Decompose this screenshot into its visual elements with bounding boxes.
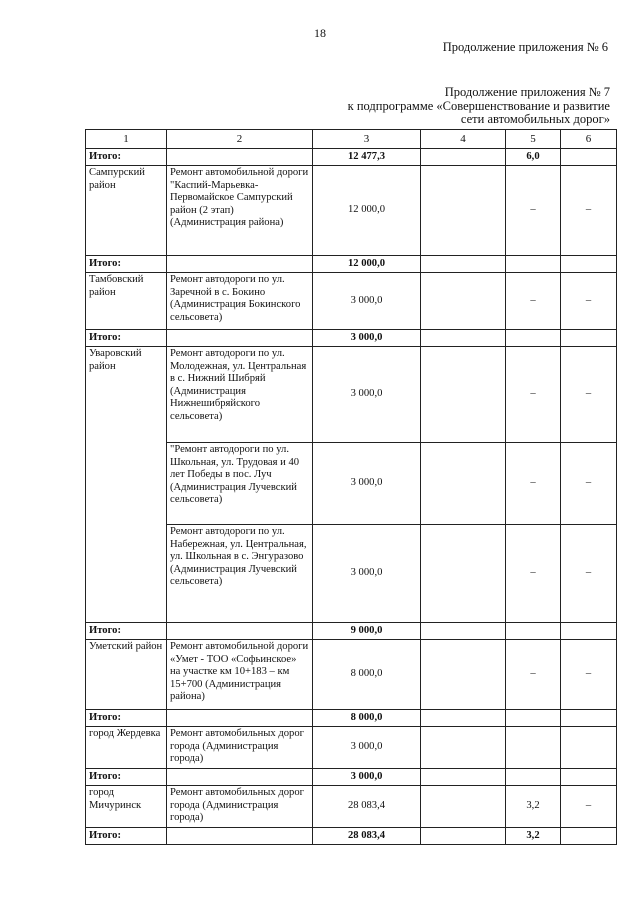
column-number: 1: [86, 130, 167, 149]
total-amount: 9 000,0: [313, 623, 421, 640]
column-number: 2: [167, 130, 313, 149]
table-header-row: [86, 130, 617, 149]
table-row: [86, 769, 617, 786]
district-name: Тамбовский район: [86, 273, 167, 330]
district-name: город Жердевка: [86, 727, 167, 769]
column-number: 5: [506, 130, 561, 149]
district-name: Уваровский район: [86, 347, 167, 623]
project-description: Ремонт автодороги по ул. Заречной в с. Бокино (Администрация Бокинского сельсовета): [167, 273, 313, 330]
empty-dash: –: [506, 525, 561, 623]
table-row: [86, 727, 617, 769]
total-label: Итого:: [86, 149, 167, 166]
table-row: [86, 330, 617, 347]
header-appendix-7: Продолжение приложения № 7: [444, 85, 610, 99]
total-amount: 8 000,0: [313, 710, 421, 727]
empty-dash: –: [506, 347, 561, 443]
total-amount: 3 000,0: [313, 769, 421, 786]
project-amount: 3 000,0: [313, 727, 421, 769]
project-description: Ремонт автомобильных дорог города (Администрация города): [167, 727, 313, 769]
project-amount: 8 000,0: [313, 640, 421, 710]
table-row: [86, 786, 617, 828]
table-row: [86, 623, 617, 640]
total-amount: 12 477,3: [313, 149, 421, 166]
empty-dash: –: [561, 443, 617, 525]
column-number: 3: [313, 130, 421, 149]
project-description: Ремонт автодороги по ул. Молодежная, ул. Центральная в с. Нижний Шибряй (Администрация Нижнешибряйского сельсовета): [167, 347, 313, 443]
table-row: [86, 710, 617, 727]
total-label: Итого:: [86, 623, 167, 640]
empty-dash: –: [506, 640, 561, 710]
table-row: [86, 273, 617, 330]
empty-dash: –: [561, 786, 617, 828]
table-row: [86, 828, 617, 845]
project-description: "Ремонт автодороги по ул. Школьная, ул. Трудовая и 40 лет Победы в пос. Луч (Администрация Лучевский сельсовета): [167, 443, 313, 525]
district-name: Уметский район: [86, 640, 167, 710]
empty-dash: –: [506, 273, 561, 330]
project-amount: 3 000,0: [313, 347, 421, 443]
column-number: 4: [421, 130, 506, 149]
project-amount: 3 000,0: [313, 443, 421, 525]
table-row: [86, 640, 617, 710]
empty-dash: –: [561, 640, 617, 710]
total-amount: 12 000,0: [313, 256, 421, 273]
total-amount: 3 000,0: [313, 330, 421, 347]
header-appendix-6: Продолжение приложения № 6: [442, 40, 608, 54]
total-label: Итого:: [86, 256, 167, 273]
project-description: Ремонт автомобильной дороги "Каспий-Марьевка-Первомайское Сампурский район (2 этап) (Администрация района): [167, 166, 313, 256]
project-description: Ремонт автомобильной дороги «Умет - ТОО «Софьинское» на участке км 10+183 – км 15+700 (Администрация района): [167, 640, 313, 710]
total-amount: 28 083,4: [313, 828, 421, 845]
header-subprogram-cont: сети автомобильных дорог»: [460, 112, 610, 126]
total-length: 6,0: [506, 149, 561, 166]
empty-dash: –: [561, 525, 617, 623]
project-amount: 12 000,0: [313, 166, 421, 256]
total-label: Итого:: [86, 710, 167, 727]
total-label: Итого:: [86, 828, 167, 845]
empty-dash: –: [561, 166, 617, 256]
empty-dash: –: [506, 166, 561, 256]
header-subprogram: к подпрограмме «Совершенствование и развитие: [347, 99, 610, 113]
project-amount: 28 083,4: [313, 786, 421, 828]
project-description: Ремонт автодороги по ул. Набережная, ул. Центральная, ул. Школьная в с. Энгуразово (Администрация Лучевский сельсовета): [167, 525, 313, 623]
page-number: 18: [314, 26, 326, 40]
total-length: 3,2: [506, 828, 561, 845]
project-amount: 3 000,0: [313, 525, 421, 623]
total-label: Итого:: [86, 769, 167, 786]
appendix-table: [85, 129, 617, 845]
district-name: Сампурский район: [86, 166, 167, 256]
project-amount: 3 000,0: [313, 273, 421, 330]
empty-dash: –: [506, 443, 561, 525]
project-length: 3,2: [506, 786, 561, 828]
district-name: город Мичуринск: [86, 786, 167, 828]
empty-dash: –: [561, 273, 617, 330]
table-row: [86, 149, 617, 166]
empty-dash: –: [561, 347, 617, 443]
table-row: [86, 166, 617, 256]
total-label: Итого:: [86, 330, 167, 347]
column-number: 6: [561, 130, 617, 149]
table-row: [86, 256, 617, 273]
table-row: [86, 347, 617, 443]
project-description: Ремонт автомобильных дорог города (Администрация города): [167, 786, 313, 828]
